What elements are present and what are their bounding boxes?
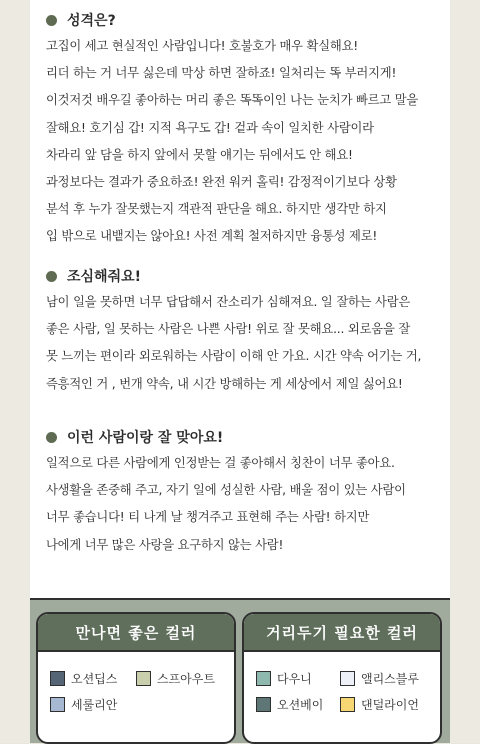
personality-line: 고집이 세고 현실적인 사람입니다! 호불호가 매우 확실해요! bbox=[46, 39, 359, 53]
color-name: 오션베이 bbox=[277, 698, 324, 712]
caution-line: 즉흥적인 거 , 번개 약속, 내 시간 방해하는 게 세상에서 제일 싫어요! bbox=[46, 376, 403, 391]
legend-item bbox=[340, 696, 419, 713]
bullet-dot-icon bbox=[46, 271, 57, 282]
personality-line: 리더 하는 거 너무 싫은데 막상 하면 잘하죠! 일처리는 똑 부러지게! bbox=[46, 66, 397, 81]
caution-line: 못 느끼는 편이라 외로워하는 사람이 이해 안 가요. 시간 약속 어기는 거, bbox=[46, 349, 422, 364]
personality-line: 차라리 앞 담을 하지 앞에서 못할 얘기는 뒤에서도 안 해요! bbox=[46, 147, 353, 162]
color-swatch bbox=[256, 671, 271, 686]
caution-line: 좋은 사람, 일 못하는 사람은 나쁜 사람! 위로 잘 못해요... 외로움을 잘 bbox=[46, 322, 411, 337]
match-line: 일적으로 다른 사람에게 인정받는 걸 좋아해서 칭찬이 너무 좋아요. bbox=[46, 456, 395, 470]
color-name: 세룰리안 bbox=[71, 698, 118, 712]
legend-item bbox=[50, 670, 117, 687]
personality-title: 성격은? bbox=[67, 13, 116, 29]
personality-line: 분석 후 누가 잘못했는지 객관적 판단을 해요. 하지만 생각만 하지 bbox=[46, 202, 387, 217]
color-name: 스프아우트 bbox=[157, 672, 215, 686]
color-swatch bbox=[340, 697, 355, 712]
match-line: 너무 좋습니다! 티 나게 날 챙겨주고 표현해 주는 사람! 하지만 bbox=[46, 510, 370, 525]
bullet-dot-icon bbox=[46, 432, 57, 443]
good-colors-card bbox=[36, 612, 236, 744]
caution-heading bbox=[46, 266, 434, 286]
legend-item bbox=[136, 670, 215, 687]
match-title: 이런 사람이랑 잘 맞아요! bbox=[67, 430, 224, 446]
personality-line: 이것저것 배우길 좋아하는 머리 좋은 똑똑이인 나는 눈치가 빠르고 말을 bbox=[46, 93, 419, 108]
right-frame-border bbox=[448, 0, 480, 743]
color-swatch bbox=[50, 697, 65, 712]
color-name: 오션딥스 bbox=[71, 672, 118, 686]
color-swatch bbox=[256, 697, 271, 712]
personality-line: 과정보다는 결과가 중요하죠! 완전 워커 홀릭! 감정적이기보다 상황 bbox=[46, 175, 397, 190]
personality-heading bbox=[46, 10, 434, 30]
color-swatch bbox=[136, 671, 151, 686]
legend-item bbox=[340, 670, 419, 687]
caution-section bbox=[46, 266, 434, 398]
caution-title: 조심해줘요! bbox=[67, 269, 142, 285]
color-footer bbox=[30, 600, 450, 743]
legend-item bbox=[256, 670, 312, 687]
legend-item bbox=[256, 696, 323, 713]
color-swatch bbox=[50, 671, 65, 686]
caution-line: 남이 일을 못하면 너무 답답해서 잔소리가 심해져요. 일 잘하는 사람은 bbox=[46, 295, 411, 309]
distance-colors-title: 거리두기 필요한 컬러 bbox=[244, 614, 440, 652]
match-section bbox=[46, 427, 434, 559]
good-colors-title: 만나면 좋은 컬러 bbox=[38, 614, 234, 652]
match-line: 나에게 너무 많은 사랑을 요구하지 않는 사람! bbox=[46, 537, 284, 552]
color-name: 다우니 bbox=[277, 672, 312, 686]
left-frame-border bbox=[0, 0, 32, 743]
bullet-dot-icon bbox=[46, 15, 57, 26]
legend-item bbox=[50, 696, 117, 713]
personality-section bbox=[46, 10, 434, 251]
content-paper bbox=[30, 0, 450, 600]
color-swatch bbox=[340, 671, 355, 686]
match-heading bbox=[46, 427, 434, 447]
color-name: 앨리스블루 bbox=[361, 672, 419, 686]
match-line: 사생활을 존중해 주고, 자기 일에 성실한 사람, 배울 점이 있는 사람이 bbox=[46, 483, 406, 498]
personality-line: 잘해요! 호기심 갑! 지적 욕구도 갑! 겉과 속이 일치한 사람이라 bbox=[46, 120, 374, 135]
personality-line: 입 밖으로 내뱉지는 않아요! 사전 계획 철저하지만 융통성 제로! bbox=[46, 229, 378, 244]
distance-colors-card bbox=[242, 612, 442, 744]
color-name: 댄덜라이언 bbox=[361, 698, 419, 712]
